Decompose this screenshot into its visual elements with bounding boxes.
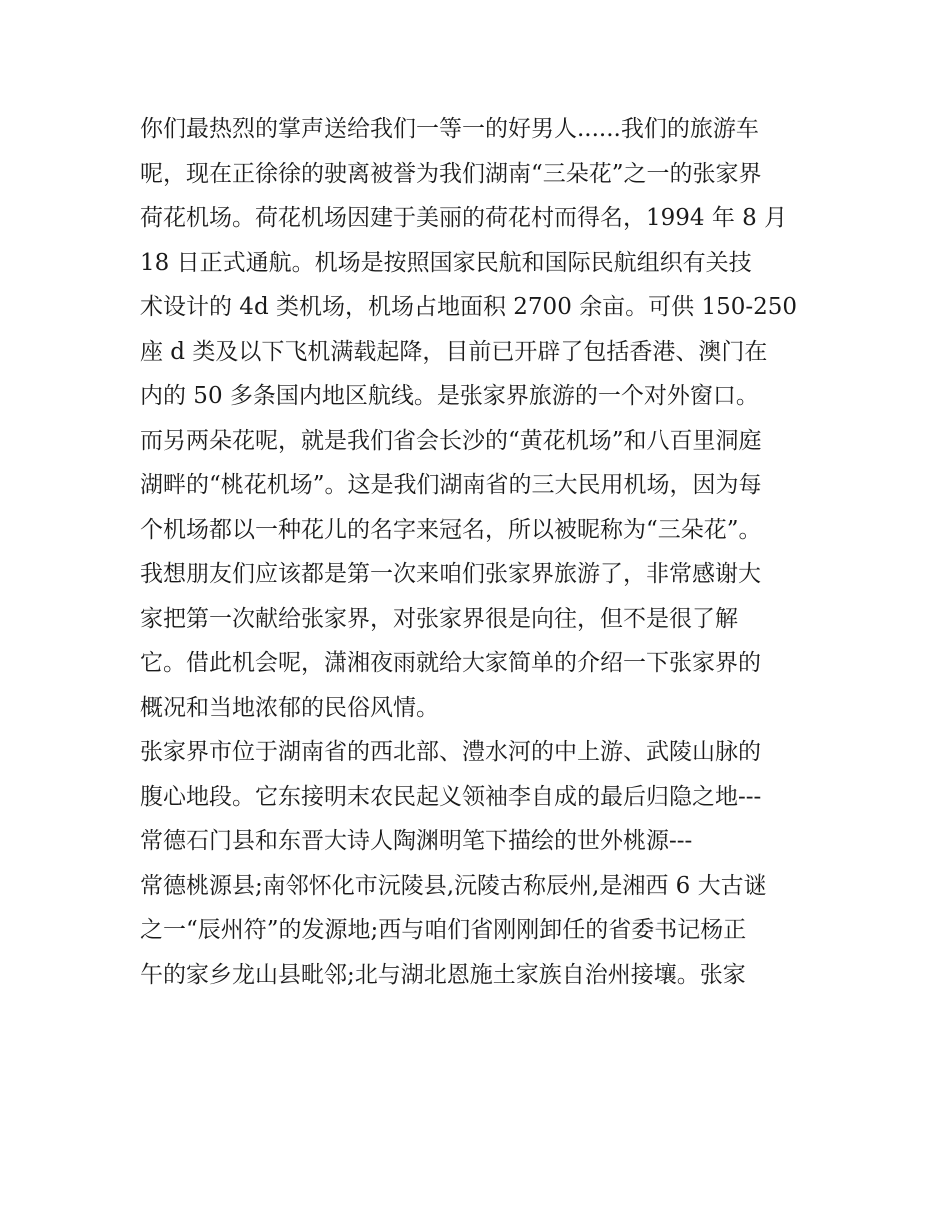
text-line-15: 张家界市位于湖南省的西北部、澧水河的中上游、武陵山脉的 xyxy=(140,739,761,765)
text-line-2: 呢，现在正徐徐的驶离被誉为我们湖南“三朵花”之一的张家界 xyxy=(140,160,762,187)
text-line-11: 我想朋友们应该都是第一次来咱们张家界旅游了，非常感谢大 xyxy=(140,561,761,587)
text-line-14: 概况和当地浓郁的民俗风情。 xyxy=(140,694,439,721)
text-line-7: 内的 50 多条国内地区航线。是张家界旅游的一个对外窗口。 xyxy=(140,383,759,409)
text-line-20: 午的家乡龙山县毗邻;北与湖北恩施土家族自治州接壤。张家 xyxy=(140,961,746,988)
text-line-17: 常德石门县和东晋大诗人陶渊明笔下描绘的世外桃源--- xyxy=(140,828,693,854)
body-text xyxy=(140,107,820,997)
text-line-4: 18 日正式通航。机场是按照国家民航和国际民航组织有关技 xyxy=(140,249,752,276)
text-line-19: 之一“辰州符”的发源地;西与咱们省刚刚卸任的省委书记杨正 xyxy=(140,917,747,943)
text-line-8: 而另两朵花呢，就是我们省会长沙的“黄花机场”和八百里洞庭 xyxy=(140,427,762,454)
text-line-18: 常德桃源县;南邻怀化市沅陵县,沅陵古称辰州,是湘西 6 大古谜 xyxy=(140,872,767,899)
text-line-6: 座 d 类及以下飞机满载起降，目前已开辟了包括香港、澳门在 xyxy=(140,338,768,365)
text-line-9: 湖畔的“桃花机场”。这是我们湖南省的三大民用机场，因为每 xyxy=(140,472,762,498)
text-line-12: 家把第一次献给张家界，对张家界很是向往，但不是很了解 xyxy=(140,605,738,632)
text-line-3: 荷花机场。荷花机场因建于美丽的荷花村而得名，1994 年 8 月 xyxy=(140,205,788,231)
text-line-16: 腹心地段。它东接明末农民起义领袖李自成的最后归隐之地--- xyxy=(140,783,762,810)
text-line-13: 它。借此机会呢，潇湘夜雨就给大家简单的介绍一下张家界的 xyxy=(140,650,761,676)
text-line-10: 个机场都以一种花儿的名字来冠名，所以被昵称为“三朵花”。 xyxy=(140,516,762,543)
text-line-1: 你们最热烈的掌声送给我们一等一的好男人......我们的旅游车 xyxy=(140,116,759,142)
text-line-5: 术设计的 4d 类机场，机场占地面积 2700 余亩。可供 150-250 xyxy=(140,294,798,320)
